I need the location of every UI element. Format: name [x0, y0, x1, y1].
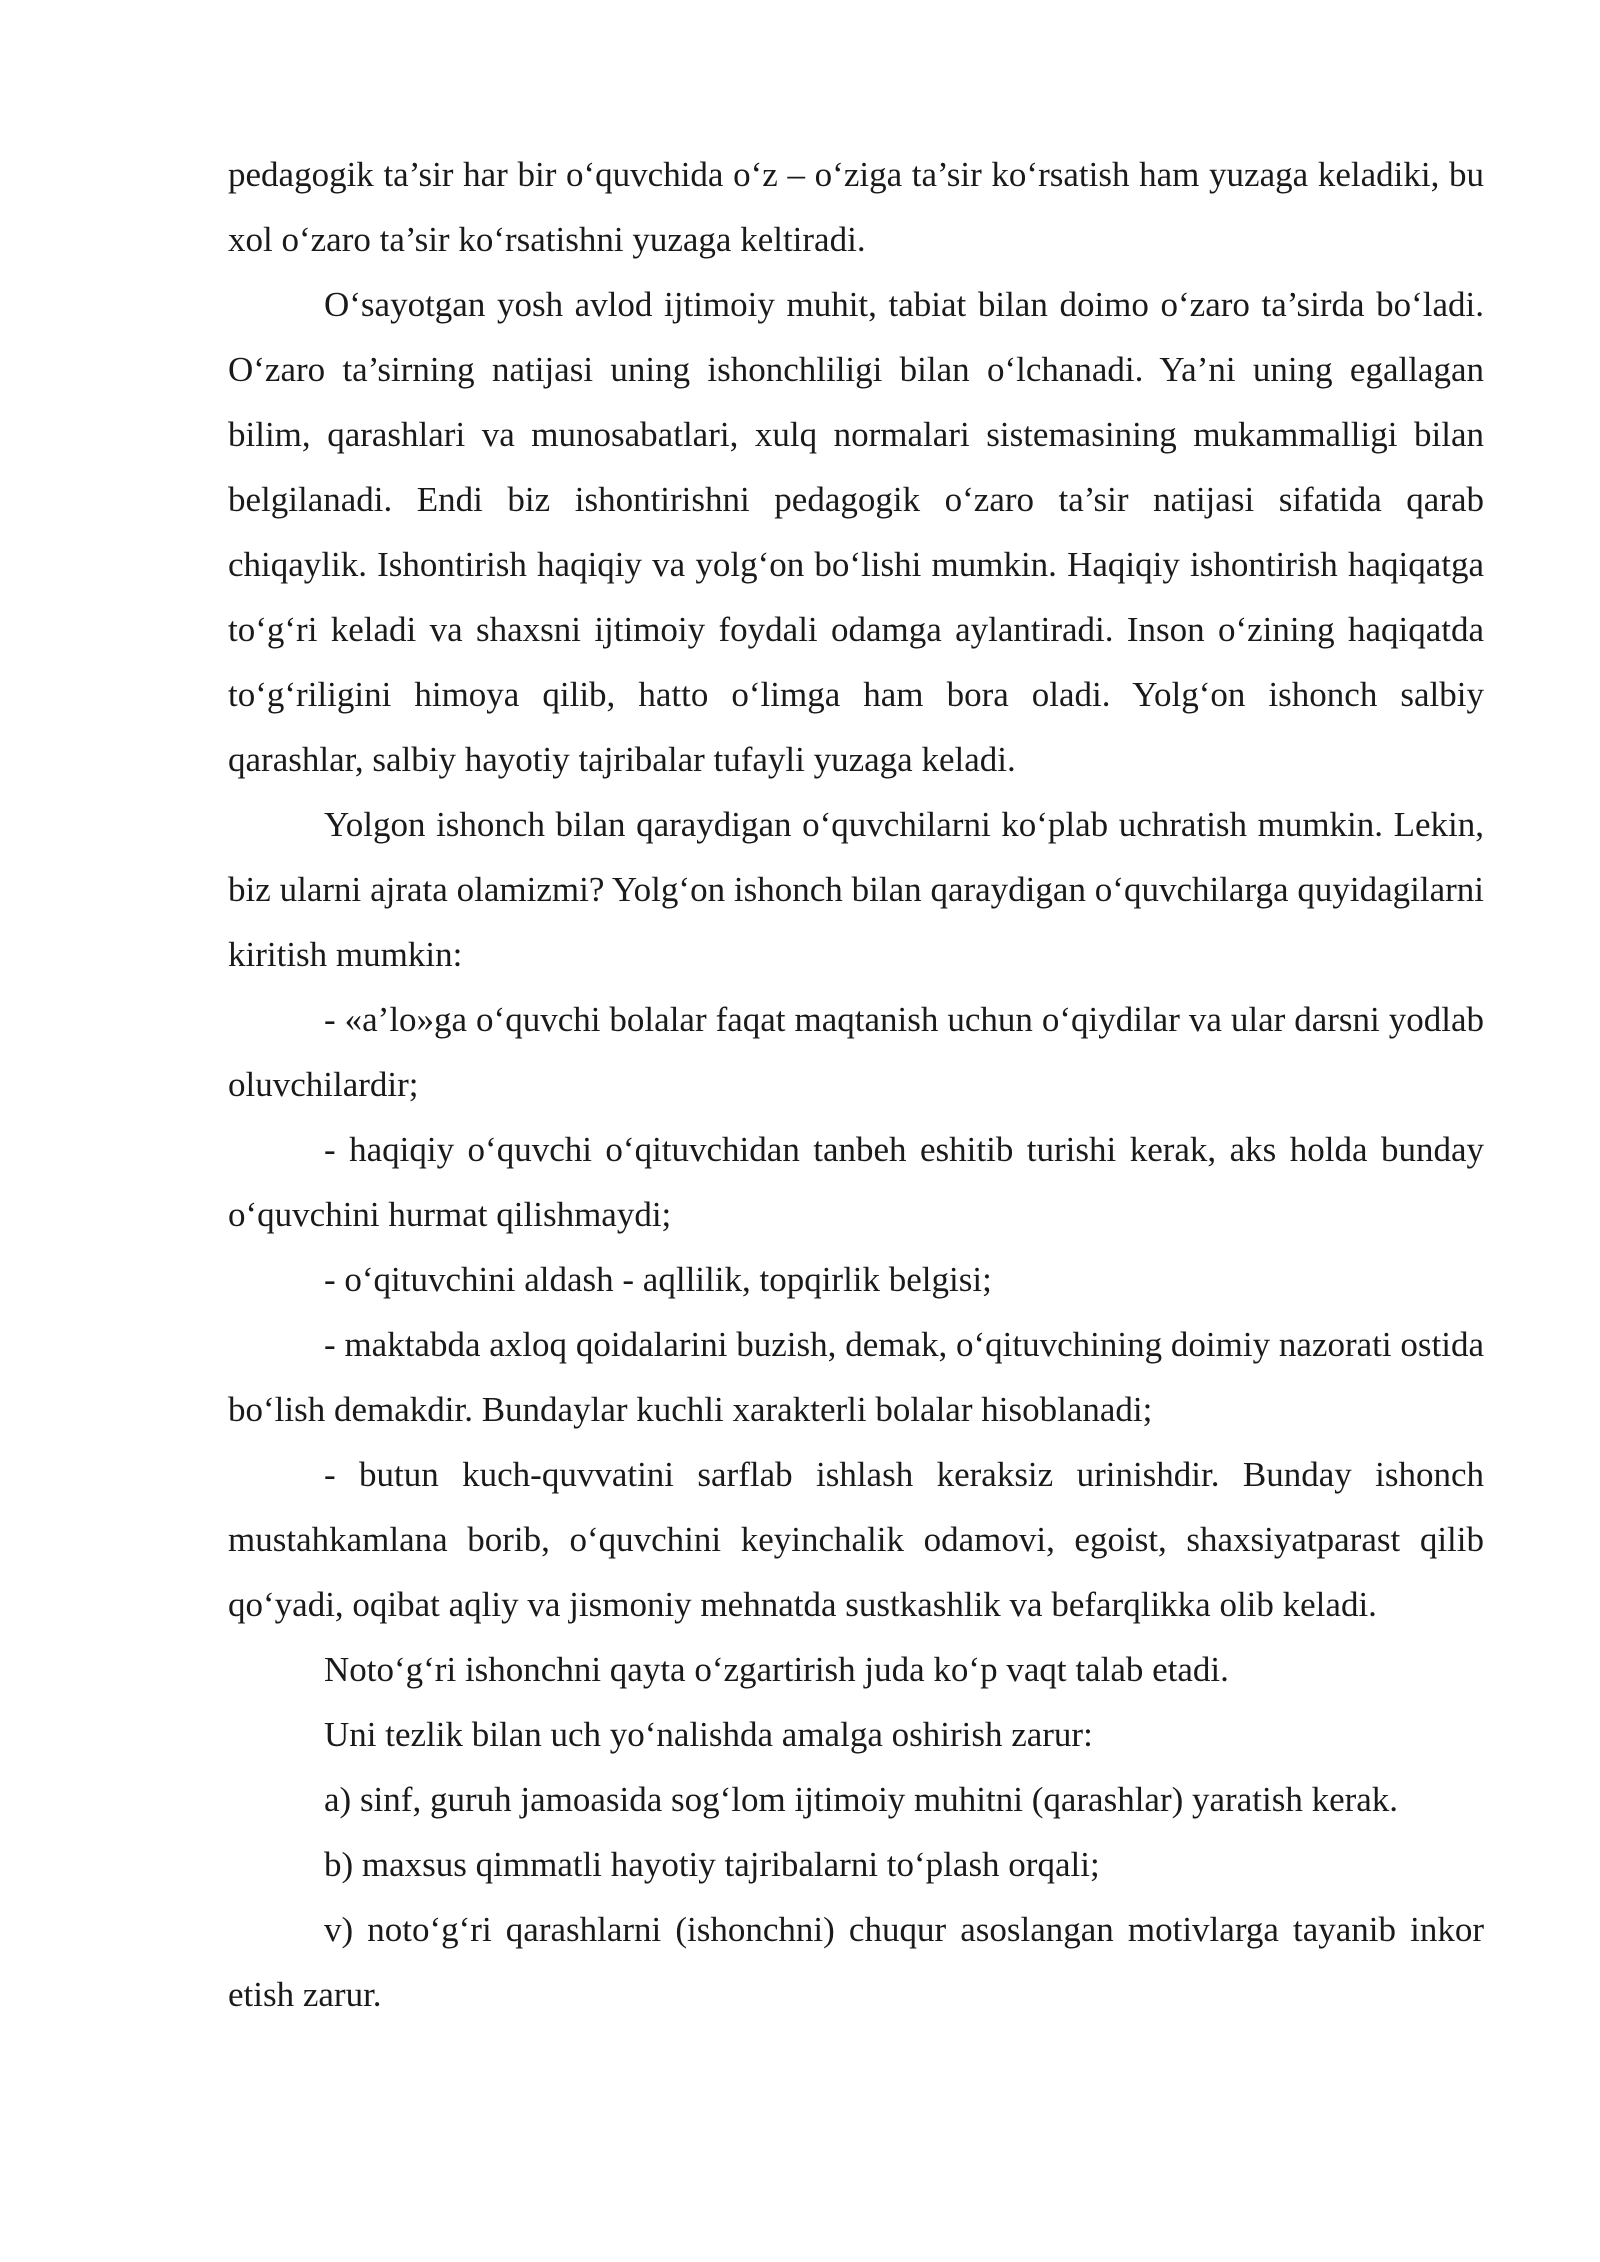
- list-item-deceiving-teacher: - o‘qituvchini aldash - aqllilik, topqirlik belgisi;: [324, 1260, 992, 1299]
- list-item-direction-b: b) maxsus qimmatli hayotiy tajribalarni to‘plash orqali;: [324, 1845, 1100, 1884]
- list-item-real-student: - haqiqiy o‘quvchi o‘qituvchidan tanbeh eshitib turishi kerak, aks holda bunday o‘quvchini hurmat qilishmaydi;: [228, 1130, 1484, 1234]
- paragraph-three-directions: Uni tezlik bilan uch yo‘nalishda amalga oshirish zarur:: [324, 1715, 1093, 1754]
- document-page: [228, 142, 1484, 2027]
- list-item-effort-useless: - butun kuch-quvvatini sarflab ishlash keraksiz urinishdir. Bunday ishonch mustahkamlana borib, o‘quvchini keyinchalik odamovi, egoist, shaxsiyatparast qilib qo‘yadi, oqibat aqliy va jismoniy mehnatda sustkashlik va befarqlikka olib keladi.: [228, 1455, 1484, 1624]
- paragraph-mutual-influence: O‘sayotgan yosh avlod ijtimoiy muhit, tabiat bilan doimo o‘zaro ta’sirda bo‘ladi. O‘zaro ta’sirning natijasi uning ishonchliligi bilan o‘lchanadi. Ya’ni uning egallagan bilim, qarashlari va munosabatlari, xulq normalari sistemasining mukammalligi bilan belgilanadi. Endi biz ishontirishni pedagogik o‘zaro ta’sir natijasi sifatida qarab chiqaylik. Ishontirish haqiqiy va yolg‘on bo‘lishi mumkin. Haqiqiy ishontirish haqiqatga to‘g‘ri keladi va shaxsni ijtimoiy foydali odamga aylantiradi. Inson o‘zining haqiqatda to‘g‘riligini himoya qilib, hatto o‘limga ham bora oladi. Yolg‘on ishonch salbiy qarashlar, salbiy hayotiy tajribalar tufayli yuzaga keladi.: [228, 285, 1484, 779]
- paragraph-continuation: pedagogik ta’sir har bir o‘quvchida o‘z – o‘ziga ta’sir ko‘rsatish ham yuzaga keladiki, bu xol o‘zaro ta’sir ko‘rsatishni yuzaga keltiradi.: [228, 155, 1484, 259]
- list-item-excellent-students: - «a’lo»ga o‘quvchi bolalar faqat maqtanish uchun o‘qiydilar va ular darsni yodlab oluvchilardir;: [228, 1000, 1484, 1104]
- list-item-direction-a: a) sinf, guruh jamoasida sog‘lom ijtimoiy muhitni (qarashlar) yaratish kerak.: [324, 1780, 1399, 1819]
- paragraph-changing-belief: Noto‘g‘ri ishonchni qayta o‘zgartirish juda ko‘p vaqt talab etadi.: [324, 1650, 1229, 1689]
- paragraph-false-belief: Yolgon ishonch bilan qaraydigan o‘quvchilarni ko‘plab uchratish mumkin. Lekin, biz ularni ajrata olamizmi? Yolg‘on ishonch bilan qaraydigan o‘quvchilarga quyidagilarni kiritish mumkin:: [228, 805, 1484, 974]
- list-item-breaking-rules: - maktabda axloq qoidalarini buzish, demak, o‘qituvchining doimiy nazorati ostida bo‘lish demakdir. Bundaylar kuchli xarakterli bolalar hisoblanadi;: [228, 1325, 1484, 1429]
- list-item-direction-v: v) noto‘g‘ri qarashlarni (ishonchni) chuqur asoslangan motivlarga tayanib inkor etish zarur.: [228, 1910, 1484, 2014]
